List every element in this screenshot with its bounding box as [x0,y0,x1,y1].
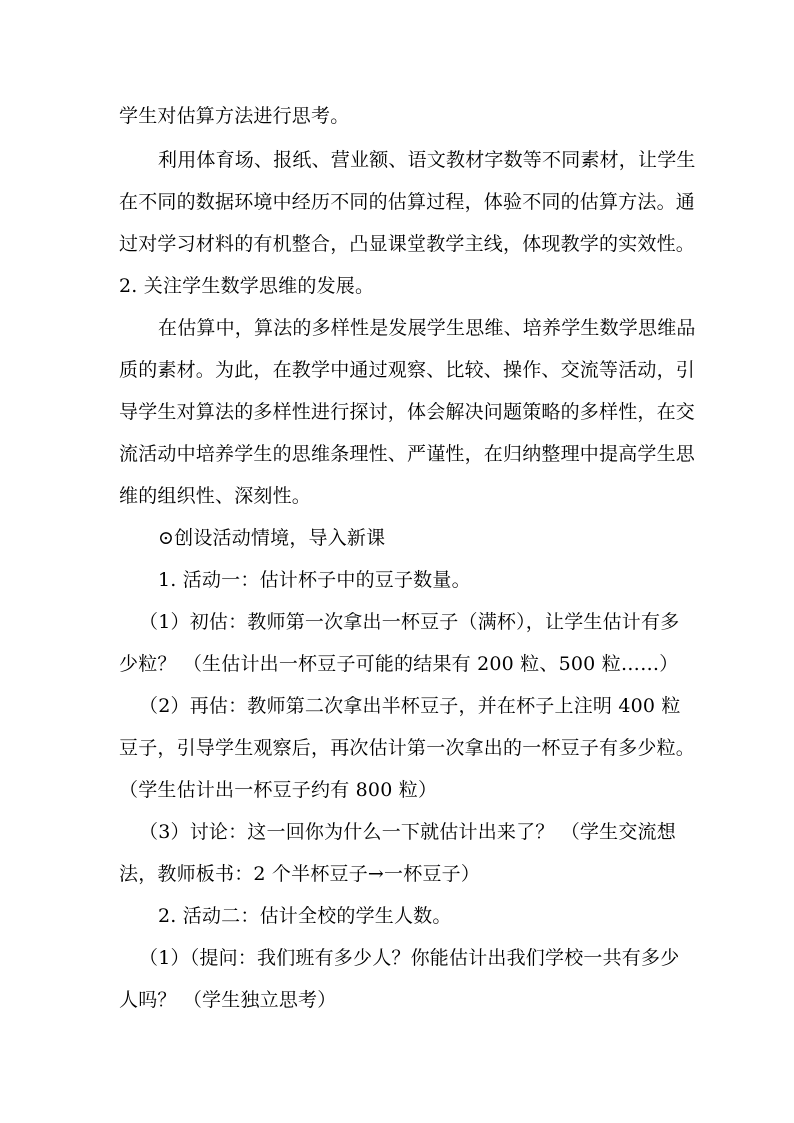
paragraph-line: 在不同的数据环境中经历不同的估算过程，体验不同的估算方法。通 [119,191,696,213]
section-heading: ⊙创设活动情境，导入新课 [158,527,386,549]
paragraph-line: 质的素材。为此，在教学中通过观察、比较、操作、交流等活动，引 [119,359,696,381]
paragraph-line: 利用体育场、报纸、营业额、语文教材字数等不同素材，让学生 [158,149,696,171]
paragraph-line: 导学生对算法的多样性进行探讨，体会解决问题策略的多样性，在交 [119,401,696,423]
paragraph-line: 法，教师板书：2 个半杯豆子→一杯豆子） [119,863,481,885]
paragraph-line: 流活动中培养学生的思维条理性、严谨性，在归纳整理中提高学生思 [119,443,696,465]
paragraph-line: 维的组织性、深刻性。 [119,485,312,507]
paragraph-line: （学生估计出一杯豆子约有 800 粒） [119,779,438,801]
paragraph-line: 人吗？ （学生独立思考） [119,989,337,1011]
paragraph-line: 过对学习材料的有机整合，凸显课堂教学主线，体现教学的实效性。 [119,233,696,255]
activity-heading: 2. 活动二：估计全校的学生人数。 [158,905,452,927]
paragraph-line: （2）再估：教师第二次拿出半杯豆子，并在杯子上注明 400 粒 [139,695,681,717]
paragraph-line: 学生对估算方法进行思考。 [119,105,350,127]
section-heading: 2. 关注学生数学思维的发展。 [119,275,375,297]
paragraph-line: 豆子，引导学生观察后，再次估计第一次拿出的一杯豆子有多少粒。 [119,737,696,759]
paragraph-line: （1）初估：教师第一次拿出一杯豆子（满杯），让学生估计有多 [139,611,680,633]
paragraph-line: 少粒？ （生估计出一杯豆子可能的结果有 200 粒、500 粒……） [119,653,679,675]
paragraph-line: （1）（提问：我们班有多少人？你能估计出我们学校一共有多少 [139,947,680,969]
activity-heading: 1. 活动一：估计杯子中的豆子数量。 [158,569,471,591]
paragraph-line: 在估算中，算法的多样性是发展学生思维、培养学生数学思维品 [158,317,696,339]
paragraph-line: （3）讨论：这一回你为什么一下就估计出来了？ （学生交流想 [139,821,676,843]
